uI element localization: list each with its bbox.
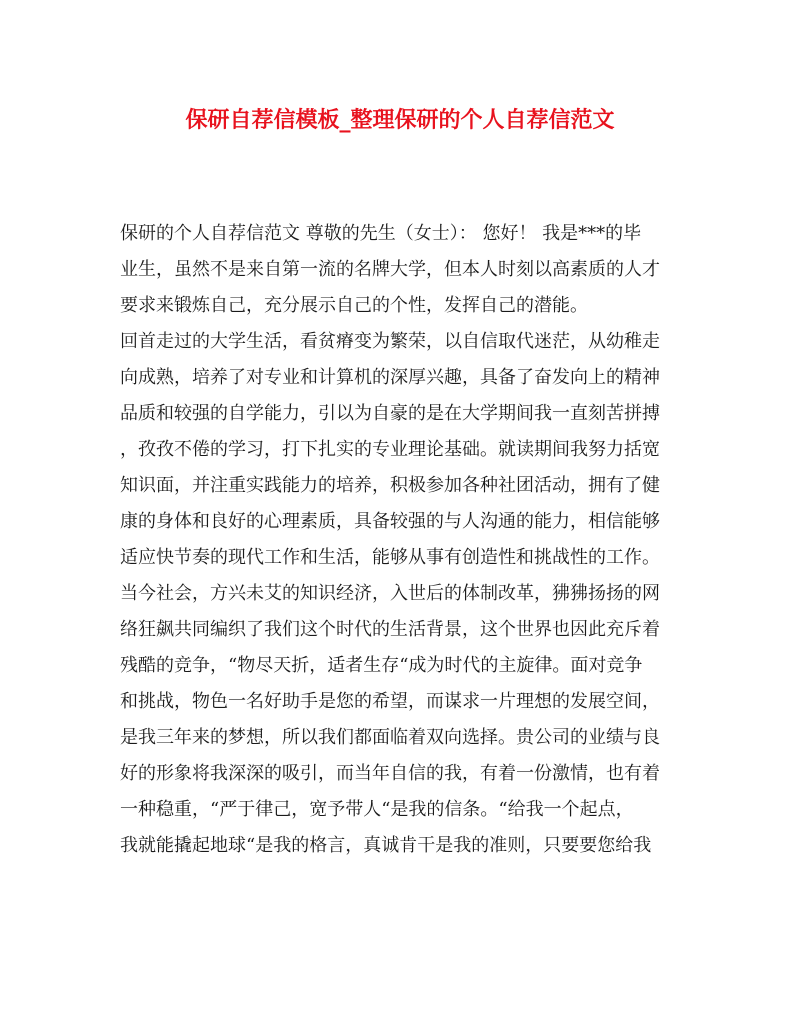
body-line: 残酷的竞争，“物尽天折，适者生存“成为时代的主旋律。面对竞争 xyxy=(120,655,643,676)
body-line: 要求来锻炼自己，充分展示自己的个性，发挥自己的潜能。 xyxy=(120,295,588,316)
body-line: 络狂飙共同编织了我们这个时代的生活背景，这个世界也因此充斥着 xyxy=(120,619,660,640)
body-line: 一种稳重，“严于律己，宽予带人“是我的信条。“给我一个起点， xyxy=(120,799,634,820)
body-line: 好的形象将我深深的吸引，而当年自信的我，有着一份激情，也有着 xyxy=(120,763,660,784)
body-line: 回首走过的大学生活，看贫瘠变为繁荣，以自信取代迷茫，从幼稚走 xyxy=(120,331,660,352)
body-line: 康的身体和良好的心理素质，具备较强的与人沟通的能力，相信能够 xyxy=(120,511,660,532)
body-line: 知识面，并注重实践能力的培养，积极参加各种社团活动，拥有了健 xyxy=(120,475,660,496)
body-line: 保研的个人自荐信范文 尊敬的先生（女士）： 您好！ 我是***的毕 xyxy=(120,223,642,244)
body-line: 业生，虽然不是来自第一流的名牌大学，但本人时刻以高素质的人才 xyxy=(120,259,660,280)
body-line: 当今社会，方兴未艾的知识经济，入世后的体制改革，狒狒扬扬的网 xyxy=(120,583,660,604)
body-line: 和挑战，物色一名好助手是您的希望，而谋求一片理想的发展空间， xyxy=(120,691,660,712)
body-line: 品质和较强的自学能力，引以为自豪的是在大学期间我一直刻苦拼搏 xyxy=(120,403,660,424)
body-line: 向成熟，培养了对专业和计算机的深厚兴趣，具备了奋发向上的精神 xyxy=(120,367,660,388)
body-line: 我就能撬起地球“是我的格言，真诚肯干是我的准则，只要要您给我 xyxy=(120,835,652,856)
document-body xyxy=(120,216,700,864)
document-title: 保研自荐信模板_整理保研的个人自荐信范文 xyxy=(185,107,615,133)
body-line: 适应快节奏的现代工作和生活，能够从事有创造性和挑战性的工作。 xyxy=(120,547,660,568)
body-line: ，孜孜不倦的学习，打下扎实的专业理论基础。就读期间我努力括宽 xyxy=(120,439,660,460)
body-line: 是我三年来的梦想，所以我们都面临着双向选择。贵公司的业绩与良 xyxy=(120,727,660,748)
